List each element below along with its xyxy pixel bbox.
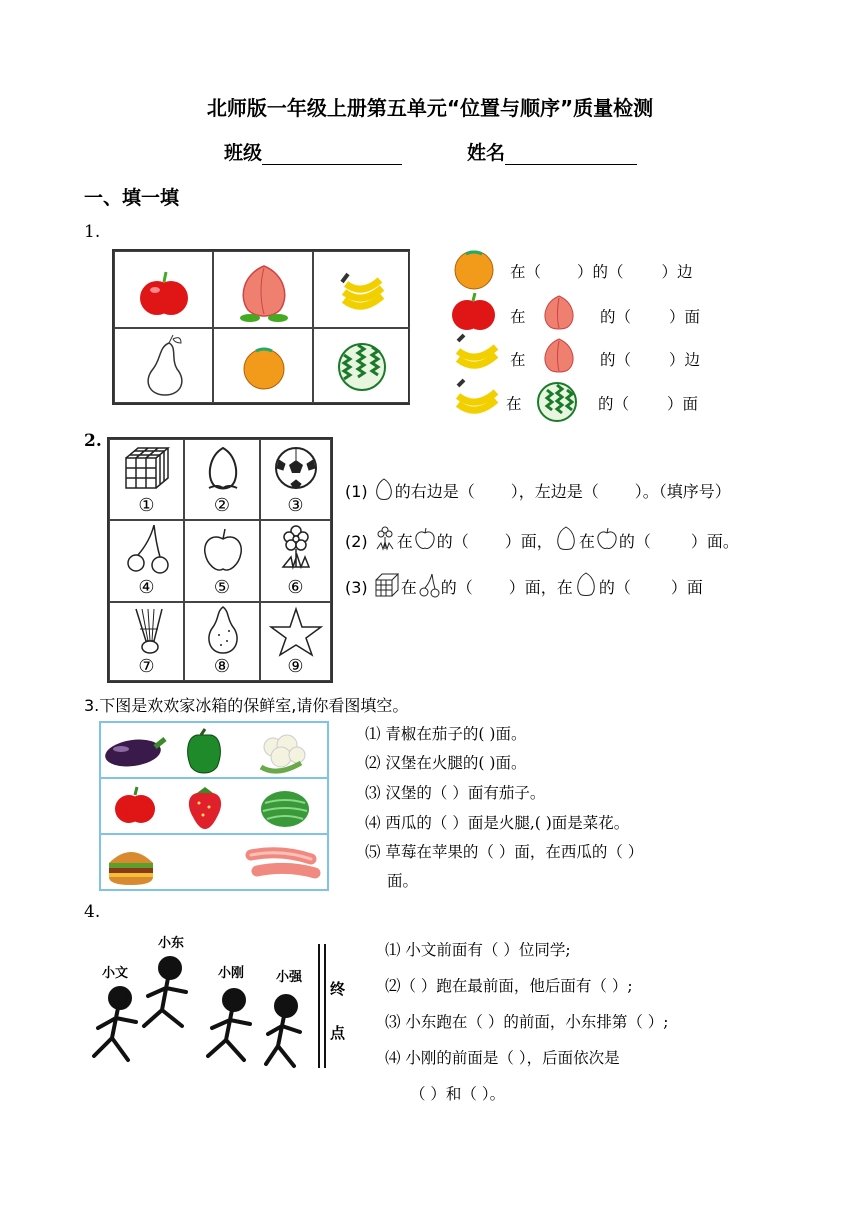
q3-item-4: ⑷ 西瓜的（ ）面是火腿,( )面是菜花。 <box>365 814 630 832</box>
peach-icon <box>537 335 581 377</box>
text: 的（ <box>440 578 473 597</box>
runner-label: 小东 <box>158 936 185 951</box>
fridge-row <box>101 835 327 891</box>
q1-icon-apple <box>451 291 497 333</box>
q4-item-3: ⑶ 小东跑在（ ）的前面，小东排第（ ）; <box>385 1013 669 1031</box>
grid-cell <box>313 251 410 328</box>
grid-cell <box>213 328 313 403</box>
q3-item-5: ⑸ 草莓在苹果的（ ）面，在西瓜的（ ） <box>365 843 644 861</box>
cauliflower-icon <box>261 735 305 771</box>
text: 在 <box>400 578 417 597</box>
apple-outline-icon <box>413 526 437 552</box>
fridge-row <box>101 723 327 779</box>
text: ）面 <box>669 308 701 326</box>
text: 的（ <box>598 395 630 413</box>
grid-cell <box>109 439 184 520</box>
q4-item-2: ⑵（ ）跑在最前面，他后面有（ ）; <box>385 977 633 995</box>
apple-outline-icon <box>595 526 619 552</box>
text: (3) <box>345 578 368 597</box>
watermelon-icon <box>535 380 579 424</box>
peach-outline-icon <box>185 440 261 496</box>
green-pepper-icon <box>188 729 221 773</box>
q3-intro: 3.下图是欢欢家冰箱的保鲜室,请你看图填空。 <box>84 696 409 715</box>
text: 的（ <box>600 351 632 369</box>
class-blank[interactable] <box>262 144 402 165</box>
cell-number: ⑧ <box>213 656 231 677</box>
class-label: 班级 <box>224 142 263 164</box>
text: (2) <box>345 532 368 551</box>
running-children-icon <box>82 948 312 1078</box>
apple-outline-icon <box>185 521 261 579</box>
grid-cell <box>260 439 331 520</box>
grid-cell <box>184 439 260 520</box>
cell-number: ⑨ <box>287 656 304 677</box>
name-blank[interactable] <box>505 144 637 165</box>
text: ）面 <box>667 395 699 413</box>
cell-number: ⑤ <box>213 577 231 598</box>
q1-line-1 <box>510 260 693 282</box>
text: ）边 <box>661 263 693 281</box>
flower-icon <box>261 521 332 579</box>
text: 在 <box>510 308 526 326</box>
q2-line-3 <box>345 571 703 599</box>
text: 的（ <box>598 578 631 597</box>
peach-outline-icon <box>373 477 395 501</box>
peach-icon <box>214 252 314 329</box>
text: 的（ <box>436 532 469 551</box>
grid-cell <box>184 602 260 681</box>
finish-line <box>318 944 326 1068</box>
fridge-shelf-picture <box>99 721 329 891</box>
q1-icon-orange <box>452 248 498 290</box>
grid-cell <box>109 520 184 602</box>
page-title: 北师版一年级上册第五单元“位置与顺序”质量检测 <box>206 96 654 120</box>
peach-outline-icon <box>553 525 579 553</box>
q4-item-4-cont: （ ）和（ ）。 <box>410 1085 506 1103</box>
row-2-foods <box>101 779 327 833</box>
orange-icon <box>214 329 314 404</box>
cherry-icon <box>110 521 185 579</box>
sausage-icon <box>251 853 315 873</box>
q1-line-2 <box>510 305 526 327</box>
grid-cell <box>260 602 331 681</box>
q4-item-1: ⑴ 小文前面有（ ）位同学; <box>385 941 571 959</box>
grid-cell <box>184 520 260 602</box>
banana-icon <box>454 378 500 422</box>
cube-icon <box>373 572 401 598</box>
text: ）面 <box>670 578 703 597</box>
runners-picture <box>82 930 352 1080</box>
text: 在 <box>506 395 522 413</box>
runner-xiaodong <box>144 958 186 1026</box>
row-3-foods <box>101 835 327 889</box>
name-label: 姓名 <box>467 142 506 164</box>
grid-cell <box>114 328 213 403</box>
text: ）的（ <box>577 263 624 281</box>
pear-outline-icon <box>185 603 261 659</box>
text: ）边 <box>669 351 701 369</box>
watermelon-icon <box>314 329 411 404</box>
runner-xiaogang <box>208 990 250 1060</box>
fridge-row <box>101 779 327 835</box>
runner-xiaowen <box>94 988 136 1060</box>
row-1-foods <box>101 723 327 777</box>
hamburger-icon <box>109 852 153 885</box>
finish-label-1: 终 <box>330 980 346 998</box>
text: 的（ <box>618 532 651 551</box>
text: 的（ <box>600 308 632 326</box>
star-icon <box>261 603 332 659</box>
q3-item-1: ⑴ 青椒在茄子的( )面。 <box>365 725 527 743</box>
finish-label-2: 点 <box>330 1024 346 1042</box>
apple-icon <box>115 787 155 823</box>
q2-line-1 <box>345 477 731 502</box>
section-heading: 一、填一填 <box>84 187 180 209</box>
q1-fruit-grid <box>112 249 410 405</box>
runner-label: 小强 <box>276 970 303 985</box>
q3-item-5-cont: 面。 <box>387 872 419 890</box>
q1-line-4b <box>598 392 698 414</box>
q1-icon-peach <box>537 292 581 334</box>
cell-number: ② <box>213 495 231 516</box>
text: ），左边是（ <box>510 482 599 501</box>
orange-icon <box>452 248 498 290</box>
text: ）面。 <box>690 532 739 551</box>
banana-icon <box>314 252 411 329</box>
name-field <box>467 138 637 165</box>
peach-outline-icon <box>573 571 599 599</box>
text: 在（ <box>510 263 542 281</box>
q1-icon-banana <box>454 333 500 377</box>
soccer-ball-icon <box>261 440 332 496</box>
class-field <box>224 138 402 165</box>
q1-line-3b <box>600 348 700 370</box>
cherry-icon <box>417 572 441 598</box>
shuttlecock-icon <box>110 603 185 659</box>
cube-icon <box>110 440 185 496</box>
q2-line-2 <box>345 525 739 553</box>
watermelon-icon <box>261 791 309 827</box>
grid-cell <box>109 602 184 681</box>
q1-icon-watermelon <box>535 380 579 424</box>
text: ）面，在 <box>508 578 573 597</box>
q1-number: 1. <box>84 222 101 242</box>
q1-icon-banana-2 <box>454 378 500 422</box>
cell-number: ① <box>138 495 155 516</box>
eggplant-icon <box>103 736 165 770</box>
grid-cell <box>313 328 410 403</box>
q4-item-4: ⑷ 小刚的前面是（ ），后面依次是 <box>385 1049 620 1067</box>
text: 在 <box>396 532 413 551</box>
q1-icon-peach-2 <box>537 335 581 377</box>
runner-label: 小刚 <box>218 966 245 981</box>
text: 的右边是（ <box>394 482 475 501</box>
peach-icon <box>537 292 581 334</box>
pear-icon <box>115 329 214 404</box>
apple-icon <box>115 252 214 329</box>
text: 在 <box>578 532 595 551</box>
q1-line-4 <box>506 392 522 414</box>
q2-picture-grid <box>107 437 333 683</box>
apple-icon <box>451 291 497 333</box>
q4-number: 4. <box>84 902 101 922</box>
q1-line-2b <box>600 305 700 327</box>
cell-number: ③ <box>287 495 304 516</box>
q3-item-3: ⑶ 汉堡的（ ）面有茄子。 <box>365 784 546 802</box>
q2-number: 2. <box>84 431 102 451</box>
runner-label: 小文 <box>102 966 129 981</box>
text: (1) <box>345 482 368 501</box>
grid-cell <box>213 251 313 328</box>
cell-number: ④ <box>138 577 155 598</box>
q1-line-3 <box>510 348 526 370</box>
text: 在 <box>510 351 526 369</box>
grid-cell <box>260 520 331 602</box>
text: ）。（填序号） <box>634 482 731 501</box>
cell-number: ⑦ <box>138 656 155 677</box>
banana-icon <box>454 333 500 377</box>
flower-icon <box>373 525 397 553</box>
runner-xiaoqiang <box>266 996 300 1066</box>
cell-number: ⑥ <box>287 577 304 598</box>
grid-cell <box>114 251 213 328</box>
q3-item-2: ⑵ 汉堡在火腿的( )面。 <box>365 754 527 772</box>
text: ）面， <box>504 532 553 551</box>
strawberry-icon <box>189 787 221 829</box>
